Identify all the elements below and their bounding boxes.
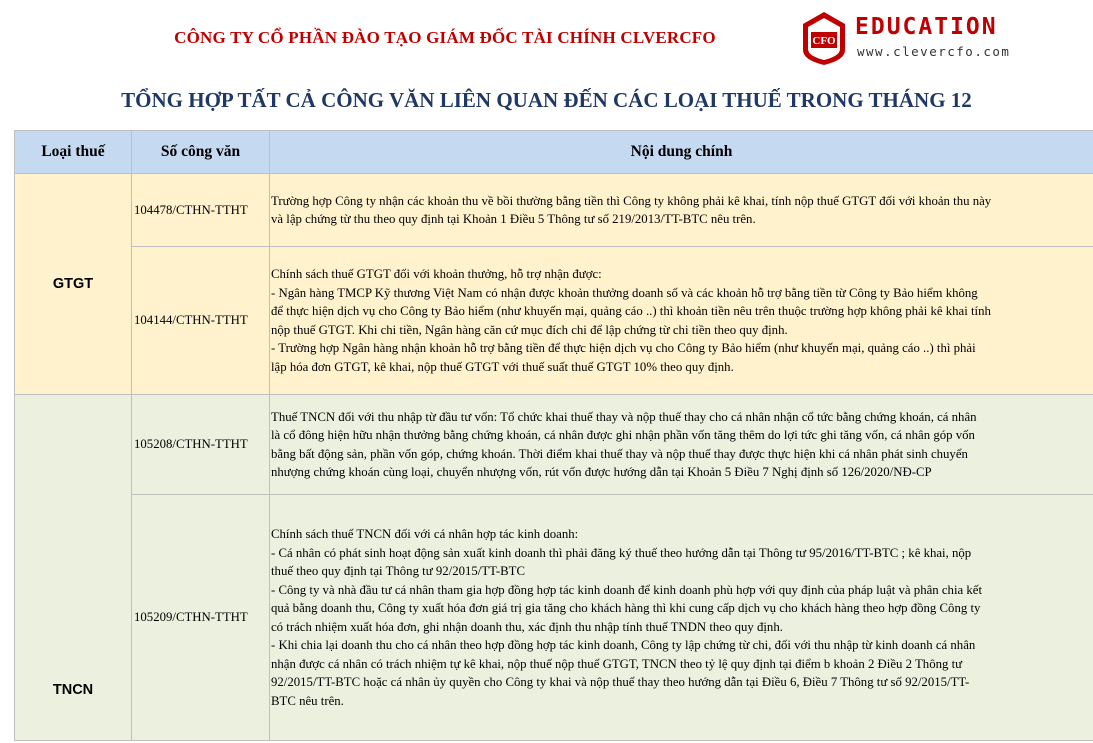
content-line: để thực hiện dịch vụ cho Công ty Bảo hiểm (như khuyến mại, quảng cáo ..) thì khoản tiền nêu trên thuộc trường hợp không phải kê khai tính — [271, 304, 991, 318]
content-line: bằng bất động sản, phần vốn góp, chứng khoán. Thời điểm khai thuế thay và nộp thuế thay được thực hiện khi cá nhân phát sinh chuyển — [271, 446, 968, 461]
logo-brand-text: EDUCATION — [855, 14, 998, 40]
table-row — [15, 247, 1093, 395]
content-line: là cổ đông hiện hữu nhận thưởng bằng chứng khoán, cá nhân được ghi nhận phần vốn tăng thêm do lợi tức ghi tăng vốn, cá nhân góp vốn — [271, 428, 975, 442]
table-row — [15, 395, 1093, 495]
content-line: Chính sách thuế TNCN đối với cá nhân hợp tác kinh doanh: — [271, 527, 579, 541]
tax-type-cell: TNCN — [15, 395, 132, 741]
content-line: nộp thuế GTGT. Khi chi tiền, Ngân hàng căn cứ mục đích chi để lập chứng từ chi tiền theo quy định. — [271, 322, 788, 337]
content-line: nhận được cá nhân có trách nhiệm tự kê khai, nộp thuế nộp thuế GTGT, TNCN theo tỷ lệ quy định tại điểm b khoản 2 Điều 2 Thông tư — [271, 656, 963, 671]
content-line: quả bằng doanh thu, Công ty xuất hóa đơn giá trị gia tăng cho khách hàng thì khi cung cấp dịch vụ cho khách hàng theo hợp đồng Công ty — [271, 601, 981, 615]
content-cell — [270, 395, 1093, 495]
content-line: Thuế TNCN đối với thu nhập từ đầu tư vốn: Tổ chức khai thuế thay và nộp thuế thay cho cá nhân nhận cổ tức bằng chứng khoán, cá nhân — [271, 409, 977, 424]
tax-type-cell: GTGT — [15, 174, 132, 395]
content-cell — [270, 495, 1093, 741]
content-cell — [270, 174, 1093, 247]
document-number-cell: 105209/CTHN-TTHT — [132, 495, 270, 741]
document-number-cell: 104478/CTHN-TTHT — [132, 174, 270, 247]
content-line: thuế theo quy định tại Thông tư 92/2015/TT-BTC — [271, 564, 525, 578]
content-line: - Ngân hàng TMCP Kỹ thương Việt Nam có nhận được khoản thưởng doanh số và các khoản hỗ trợ bằng tiền từ Công ty Bảo hiểm không — [271, 285, 978, 300]
logo-url-text: www.clevercfo.com — [857, 44, 1011, 59]
content-line: BTC nêu trên. — [271, 693, 344, 708]
content-cell — [270, 247, 1093, 395]
document-number-cell: 105208/CTHN-TTHT — [132, 395, 270, 495]
table-row — [15, 495, 1093, 741]
header-main-content: Nội dung chính — [270, 131, 1093, 174]
content-line: Chính sách thuế GTGT đối với khoản thưởng, hỗ trợ nhận được: — [271, 267, 602, 281]
cfo-shield-icon — [799, 10, 849, 66]
table-header-row — [15, 131, 1093, 174]
page-title: TỔNG HỢP TẤT CẢ CÔNG VĂN LIÊN QUAN ĐẾN CÁC LOẠI THUẾ TRONG THÁNG 12 — [121, 88, 972, 112]
content-line: và lập chứng từ thu theo quy định tại Khoản 1 Điều 5 Thông tư số 219/2013/TT-BTC nêu trên. — [271, 212, 756, 226]
content-line: - Công ty và nhà đầu tư cá nhân tham gia hợp đồng hợp tác kinh doanh để kinh doanh phù hợp với quy định của pháp luật và phân chia kết — [271, 582, 983, 597]
content-line: 92/2015/TT-BTC hoặc cá nhân ủy quyền cho Công ty khai và nộp thuế thay theo hướng dẫn tại Điều 6, Điều 7 Thông tư số 92/2015/TT- — [271, 675, 970, 689]
table-row — [15, 174, 1093, 247]
header-tax-type: Loại thuế — [15, 131, 132, 174]
content-line: - Cá nhân có phát sinh hoạt động sản xuất kinh doanh thì phải đăng ký thuế theo hướng dẫn tại Thông tư 95/2016/TT-BTC ; kê khai, nộp — [271, 545, 972, 560]
content-line: có trách nhiệm xuất hóa đơn, ghi nhận doanh thu, xác định thu nhập tính thuế TNDN theo quy định. — [271, 619, 783, 634]
content-line: Trường hợp Công ty nhận các khoản thu về bồi thường bằng tiền thì Công ty không phải kê khai, tính nộp thuế GTGT đối với khoản thu này — [271, 193, 992, 208]
logo-badge-text: CFO — [812, 35, 836, 47]
content-line: - Khi chia lại doanh thu cho cá nhân theo hợp đồng hợp tác kinh doanh, Công ty lập chứng từ chi, đối với thu nhập từ kinh doanh cá nhân — [271, 638, 976, 652]
header-document-number: Số công văn — [132, 131, 270, 174]
cfo-education-logo — [797, 8, 1037, 70]
document-number-cell: 104144/CTHN-TTHT — [132, 247, 270, 395]
content-line: nhượng chứng khoán cùng loại, chuyển nhượng vốn, rút vốn được hướng dẫn tại Khoản 5 Điều 7 Nghị định số 126/2020/NĐ-CP — [271, 465, 932, 479]
content-line: lập hóa đơn GTGT, kê khai, nộp thuế GTGT với thuế suất thuế GTGT 10% theo quy định. — [271, 359, 734, 374]
content-line: - Trường hợp Ngân hàng nhận khoản hỗ trợ bằng tiền để thực hiện dịch vụ cho Công ty Bảo hiểm (như khuyến mại, quảng cáo ..) thì phải — [271, 341, 976, 355]
company-name: CÔNG TY CỔ PHẦN ĐÀO TẠO GIÁM ĐỐC TÀI CHÍNH CLVERCFO — [174, 28, 716, 47]
tax-document-table — [14, 130, 1093, 741]
